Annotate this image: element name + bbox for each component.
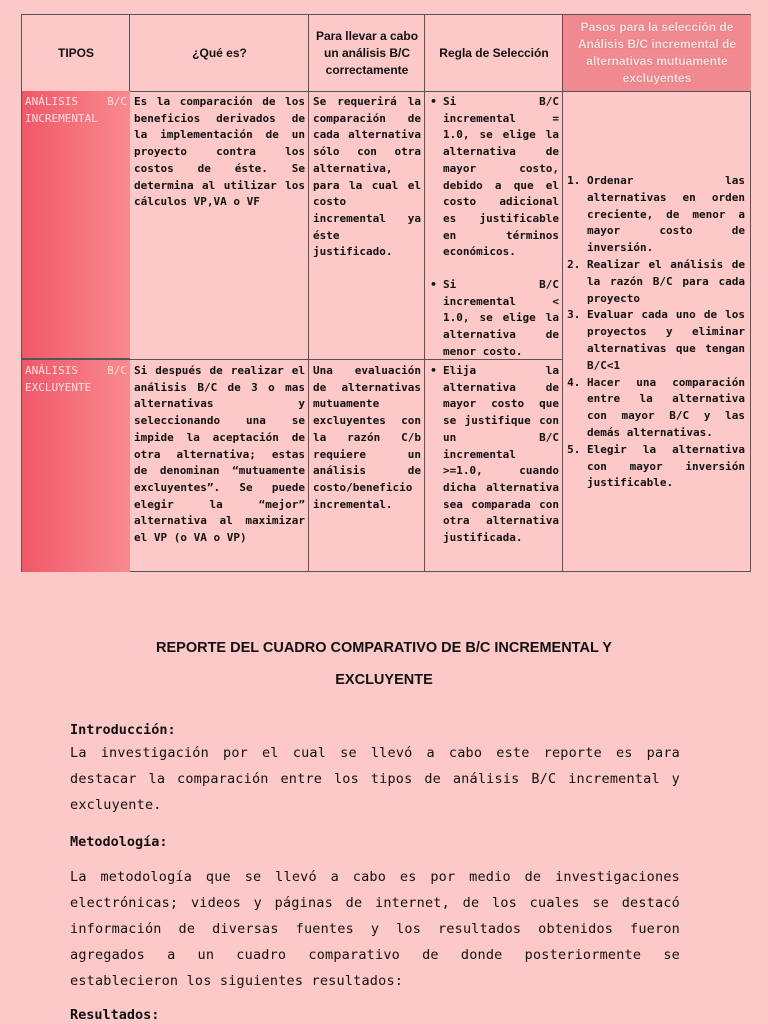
results-section bbox=[70, 1007, 680, 1023]
pasos-cell bbox=[563, 173, 751, 492]
table-header-row bbox=[22, 15, 750, 92]
row2-regla bbox=[425, 360, 563, 550]
row2-que-es: Si después de realizar el análisis B/C de 3 o mas alternativas y seleccionando una se impide la aceptación de otra alternativa; estas de denominan “mutuamente excluyentes”. Se puede elegir la “mejor” alternativa al maximizar el VP (o VA o VP) bbox=[134, 364, 305, 545]
rule-item: • Elija la alternativa de mayor costo que se justifique con un B/C incremental >=1.0, cuando dicha alternativa sea comparada con otra alternativa justificada. bbox=[443, 363, 559, 547]
method-section bbox=[70, 834, 680, 994]
row1-que-es: Es la comparación de los beneficios derivados de la implementación de un proyecto contra los costos de éste. Se determina al utilizar los cálculos VP,VA o VF bbox=[134, 95, 305, 209]
header-pasos: Pasos para la selección de Análisis B/C incremental de alternativas mutuamente excluyentes bbox=[563, 15, 751, 91]
type-excluyente: ANÁLISIS B/C EXCLUYENTE bbox=[22, 360, 130, 572]
intro-text: La investigación por el cual se llevó a cabo este reporte es para destacar la comparación entre los tipos de análisis B/C incremental y excluyente. bbox=[70, 745, 680, 813]
rule-item: • Si B/C incremental = 1.0, se elige la alternativa de mayor costo, debido a que el costo adicional es justificable en términos económicos. bbox=[443, 94, 559, 261]
comparison-table bbox=[21, 14, 751, 572]
row1-para-llevar: Se requerirá la comparación de cada alternativa sólo con otra alternativa, para la cual el costo incremental ya éste justificado. bbox=[313, 95, 421, 259]
step-item: 5. Elegir la alternativa con mayor inversión justificable. bbox=[587, 442, 745, 492]
step-item: 1. Ordenar las alternativas en orden creciente, de menor a mayor costo de inversión. bbox=[587, 173, 745, 257]
method-heading: Metodología: bbox=[70, 834, 168, 850]
intro-heading: Introducción: bbox=[70, 722, 176, 738]
row2-para-llevar: Una evaluación de alternativas mutuamente excluyentes con la razón C/b requiere un análisis de costo/beneficio incremental. bbox=[313, 364, 421, 511]
report-title-line2: EXCLUYENTE bbox=[335, 672, 433, 688]
step-item: 2. Realizar el análisis de la razón B/C para cada proyecto bbox=[587, 257, 745, 307]
report-title-line1: REPORTE DEL CUADRO COMPARATIVO DE B/C INCREMENTAL Y bbox=[156, 640, 612, 656]
step-item: 3. Evaluar cada uno de los proyectos y eliminar alternativas que tengan B/C<1 bbox=[587, 307, 745, 374]
row1-regla bbox=[425, 91, 563, 364]
header-para-llevar: Para llevar a cabo un análisis B/C correctamente bbox=[315, 28, 419, 77]
type-incremental: ANÁLISIS B/C INCREMENTAL bbox=[22, 91, 130, 359]
method-text: La metodología que se llevó a cabo es por medio de investigaciones electrónicas; videos y páginas de internet, de los cuales se destacó información de diversas fuentes y los resultados obtenidos fueron agregados a un cuadro comparativo de donde posteriormente se establecieron los siguientes resultados: bbox=[70, 869, 680, 989]
header-regla: Regla de Selección bbox=[439, 45, 549, 60]
header-tipos: TIPOS bbox=[57, 45, 94, 60]
rule-item: • Si B/C incremental < 1.0, se elige la alternativa de menor costo. bbox=[443, 277, 559, 361]
step-item: 4. Hacer una comparación entre la alternativa con mayor B/C y las demás alternativas. bbox=[587, 375, 745, 442]
results-heading: Resultados: bbox=[70, 1007, 160, 1023]
header-que-es: ¿Qué es? bbox=[192, 45, 247, 60]
intro-section bbox=[70, 722, 680, 818]
